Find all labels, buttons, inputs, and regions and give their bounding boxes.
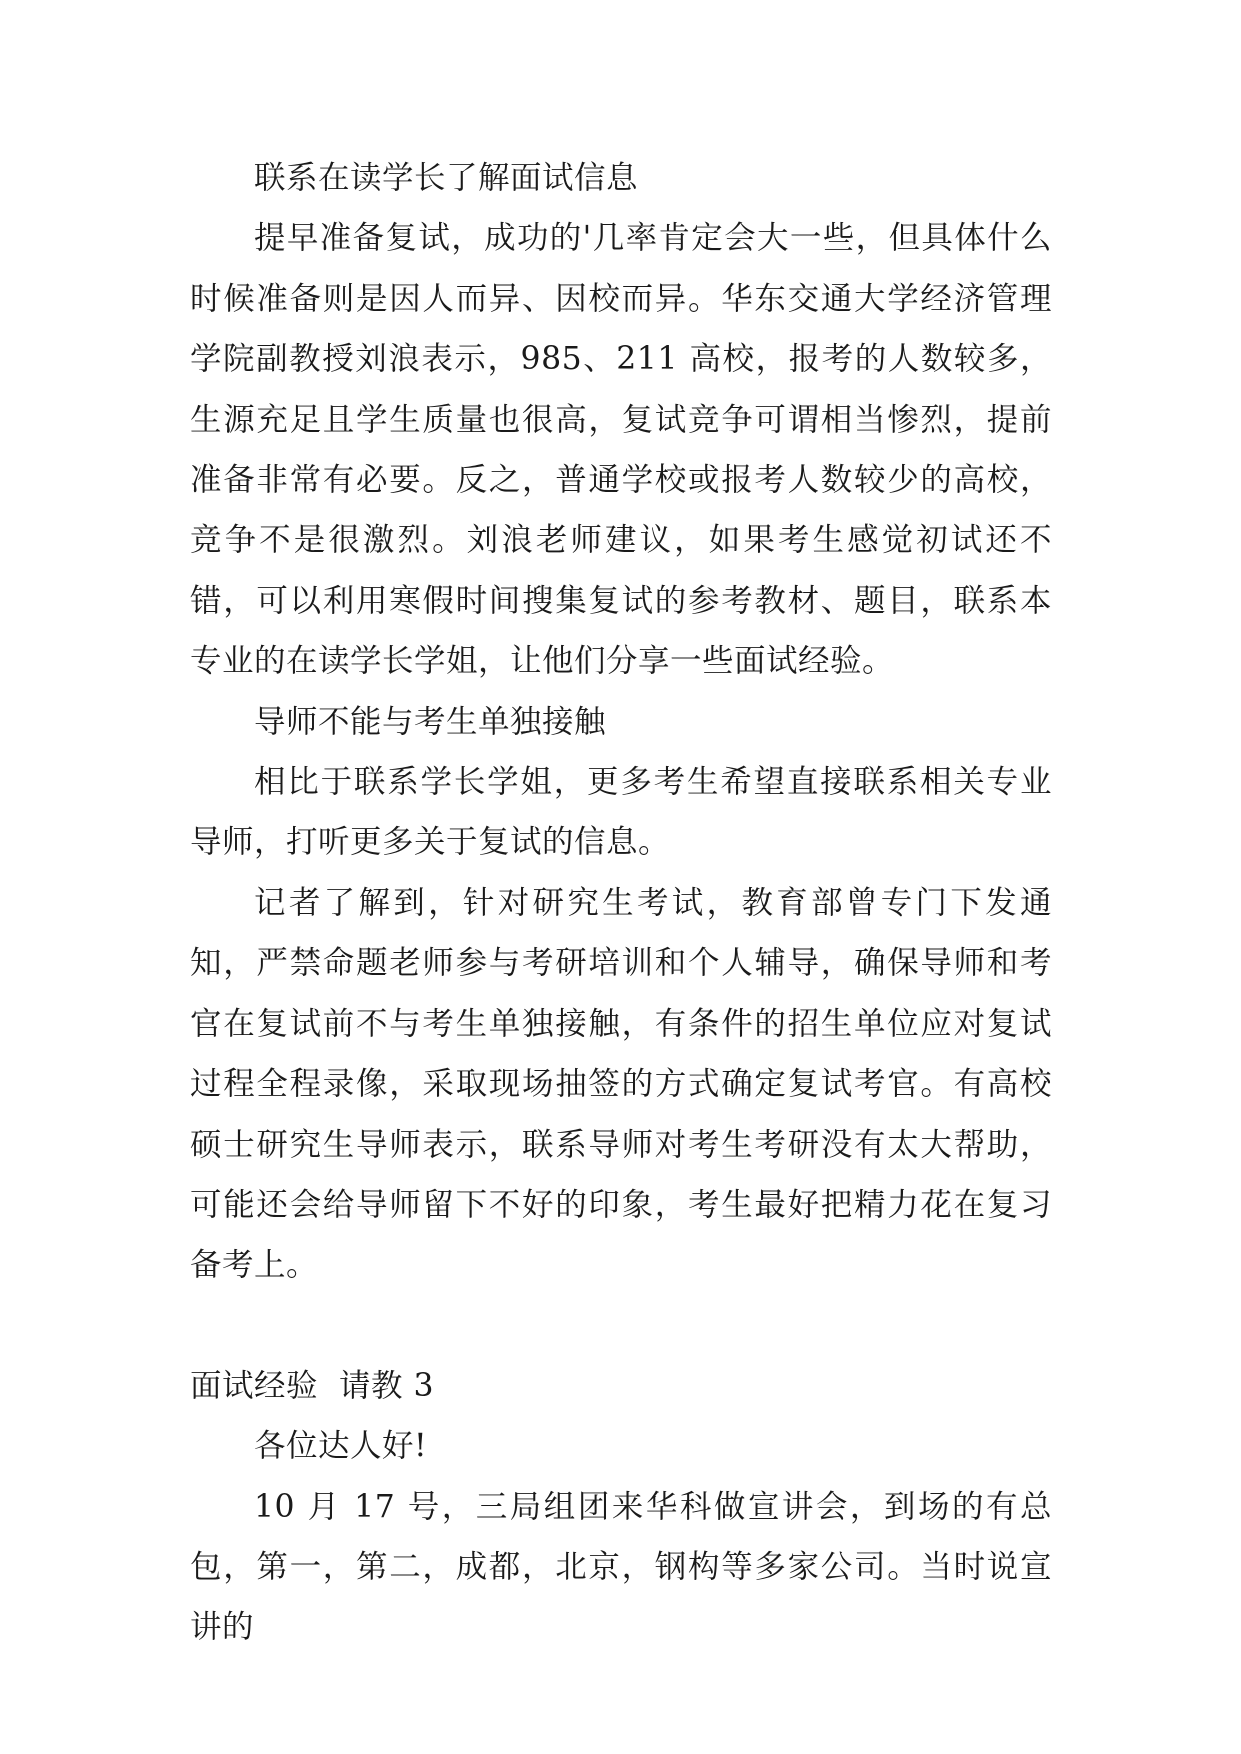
subheading-contact-seniors: 联系在读学长了解面试信息 (254, 160, 639, 196)
paragraph-contact-tutors: 相比于联系学长学姐，更多考生希望直接联系相关专业导师，打听更多关于复试的信息。 (190, 764, 1052, 861)
subheading-no-contact-with-tutors: 导师不能与考生单独接触 (254, 703, 607, 740)
section-title: 面试经验 请教 3 (190, 1367, 435, 1404)
document-page (190, 148, 1052, 1658)
greeting: 各位达人好! (254, 1428, 428, 1465)
paragraph-job-fair: 10 月 17 号，三局组团来华科做宣讲会，到场的有总包，第一，第二，成都，北京，钢构等多家公司。当时说宣讲的 (190, 1488, 1052, 1646)
paragraph-ministry-notice: 记者了解到，针对研究生考试，教育部曾专门下发通知，严禁命题老师参与考研培训和个人辅导，确保导师和考官在复试前不与考生单独接触，有条件的招生单位应对复试过程全程录像，采取现场抽签的方式确定复试考官。有高校硕士研究生导师表示，联系导师对考生考研没有太大帮助，可能还会给导师留下不好的印象，考生最好把精力花在复习备考上。 (190, 884, 1052, 1284)
paragraph-early-preparation: 提早准备复试，成功的'几率肯定会大一些，但具体什么时候准备则是因人而异、因校而异。华东交通大学经济管理学院副教授刘浪表示，985、211 高校，报考的人数较多，生源充足且学生质量也很高，复试竞争可谓相当惨烈，提前准备非常有必要。反之，普通学校或报考人数较少的高校，竞争不是很激烈。刘浪老师建议，如果考生感觉初试还不错，可以利用寒假时间搜集复试的参考教材、题目，联系本专业的在读学长学姐，让他们分享一些面试经验。 (190, 220, 1052, 680)
